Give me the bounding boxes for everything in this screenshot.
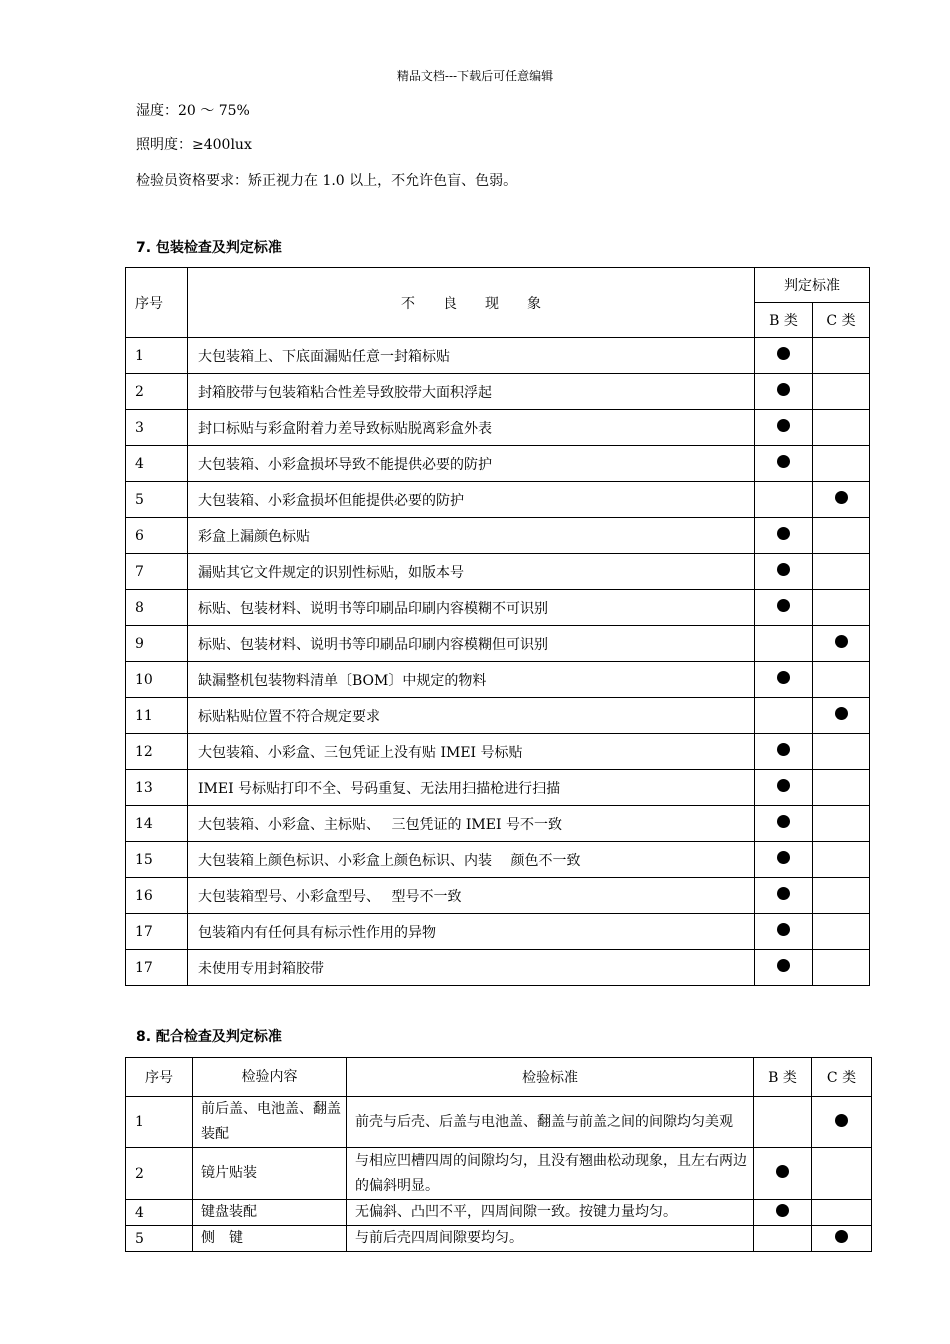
class-c-cell xyxy=(813,878,870,914)
table-row xyxy=(126,734,870,770)
col-header-phenomenon: 不 良 现 象 xyxy=(188,268,755,338)
filled-circle-icon xyxy=(777,455,790,468)
table-row xyxy=(126,1200,872,1226)
row-description: 大包装箱、小彩盒损坏但能提供必要的防护 xyxy=(188,482,755,518)
col-header-c: C 类 xyxy=(813,303,870,338)
filled-circle-icon xyxy=(777,383,790,396)
row-standard: 无偏斜、凸凹不平，四周间隙一致。按键力量均匀。 xyxy=(347,1200,754,1226)
class-b-cell xyxy=(755,698,813,734)
filled-circle-icon xyxy=(776,1165,789,1178)
class-b-cell xyxy=(755,734,813,770)
filled-circle-icon xyxy=(777,959,790,972)
packaging-table-body xyxy=(126,338,870,986)
row-num: 10 xyxy=(126,662,188,698)
filled-circle-icon xyxy=(777,347,790,360)
filled-circle-icon xyxy=(777,599,790,612)
row-standard: 与相应凹槽四周的间隙均匀，且没有翘曲松动现象，且左右两边的偏斜明显。 xyxy=(347,1148,754,1200)
row-num: 1 xyxy=(126,338,188,374)
class-b-cell xyxy=(755,554,813,590)
filled-circle-icon xyxy=(777,563,790,576)
table-row xyxy=(126,914,870,950)
row-num: 14 xyxy=(126,806,188,842)
class-c-cell xyxy=(813,698,870,734)
class-b-cell xyxy=(755,914,813,950)
row-num: 2 xyxy=(126,1148,193,1200)
col-header-standard: 检验标准 xyxy=(347,1058,754,1097)
assembly-inspection-table xyxy=(125,1057,872,1252)
table-row xyxy=(126,770,870,806)
class-c-cell xyxy=(812,1148,872,1200)
row-item: 键盘装配 xyxy=(193,1200,347,1226)
table-row xyxy=(126,878,870,914)
row-description: 大包装箱上颜色标识、小彩盒上颜色标识、内装 颜色不一致 xyxy=(188,842,755,878)
class-b-cell xyxy=(755,626,813,662)
class-c-cell xyxy=(813,446,870,482)
table-row xyxy=(126,554,870,590)
row-description: IMEI 号标贴打印不全、号码重复、无法用扫描枪进行扫描 xyxy=(188,770,755,806)
class-c-cell xyxy=(813,842,870,878)
page-header: 精品文档---下载后可任意编辑 xyxy=(396,69,554,83)
class-c-cell xyxy=(812,1226,872,1252)
row-description: 标贴粘贴位置不符合规定要求 xyxy=(188,698,755,734)
packaging-inspection-table xyxy=(125,267,870,986)
col-header-num: 序号 xyxy=(126,1058,193,1097)
row-description: 彩盒上漏颜色标贴 xyxy=(188,518,755,554)
table-row xyxy=(126,374,870,410)
col-header-b: B 类 xyxy=(754,1058,812,1097)
row-num: 13 xyxy=(126,770,188,806)
table-row xyxy=(126,950,870,986)
class-b-cell xyxy=(755,662,813,698)
illuminance-line: 照明度：≥400lux xyxy=(136,137,252,153)
class-b-cell xyxy=(755,482,813,518)
row-standard: 与前后壳四周间隙要均匀。 xyxy=(347,1226,754,1252)
table-row xyxy=(126,518,870,554)
row-description: 封口标贴与彩盒附着力差导致标贴脱离彩盒外表 xyxy=(188,410,755,446)
row-num: 12 xyxy=(126,734,188,770)
class-c-cell xyxy=(813,482,870,518)
class-c-cell xyxy=(812,1097,872,1148)
table-row xyxy=(126,1226,872,1252)
row-num: 5 xyxy=(126,482,188,518)
row-description: 大包装箱型号、小彩盒型号、 型号不一致 xyxy=(188,878,755,914)
table-row xyxy=(126,626,870,662)
class-b-cell xyxy=(755,518,813,554)
row-num: 9 xyxy=(126,626,188,662)
row-num: 16 xyxy=(126,878,188,914)
filled-circle-icon xyxy=(835,707,848,720)
filled-circle-icon xyxy=(835,635,848,648)
table-row xyxy=(126,410,870,446)
row-num: 15 xyxy=(126,842,188,878)
table-row xyxy=(126,698,870,734)
row-num: 4 xyxy=(126,1200,193,1226)
row-num: 4 xyxy=(126,446,188,482)
class-b-cell xyxy=(754,1148,812,1200)
class-c-cell xyxy=(813,338,870,374)
class-c-cell xyxy=(813,734,870,770)
row-description: 大包装箱、小彩盒损坏导致不能提供必要的防护 xyxy=(188,446,755,482)
row-num: 2 xyxy=(126,374,188,410)
class-b-cell xyxy=(754,1226,812,1252)
table-row xyxy=(126,338,870,374)
row-description: 缺漏整机包装物料清单〔BOM〕中规定的物料 xyxy=(188,662,755,698)
class-b-cell xyxy=(755,410,813,446)
filled-circle-icon xyxy=(777,923,790,936)
inspector-requirement-line: 检验员资格要求：矫正视力在 1.0 以上，不允许色盲、色弱。 xyxy=(136,173,518,189)
class-b-cell xyxy=(755,842,813,878)
class-b-cell xyxy=(755,446,813,482)
col-header-num: 序号 xyxy=(126,268,188,338)
filled-circle-icon xyxy=(776,1204,789,1217)
class-c-cell xyxy=(813,626,870,662)
assembly-table-body xyxy=(126,1097,872,1252)
class-c-cell xyxy=(813,518,870,554)
filled-circle-icon xyxy=(777,887,790,900)
table-row xyxy=(126,1148,872,1200)
class-c-cell xyxy=(813,410,870,446)
row-num: 17 xyxy=(126,950,188,986)
row-num: 17 xyxy=(126,914,188,950)
row-num: 5 xyxy=(126,1226,193,1252)
filled-circle-icon xyxy=(777,743,790,756)
row-num: 11 xyxy=(126,698,188,734)
col-header-item: 检验内容 xyxy=(193,1058,347,1097)
class-c-cell xyxy=(813,662,870,698)
row-description: 大包装箱、小彩盒、三包凭证上没有贴 IMEI 号标贴 xyxy=(188,734,755,770)
class-c-cell xyxy=(813,374,870,410)
row-description: 封箱胶带与包装箱粘合性差导致胶带大面积浮起 xyxy=(188,374,755,410)
class-b-cell xyxy=(755,770,813,806)
class-b-cell xyxy=(755,374,813,410)
filled-circle-icon xyxy=(777,779,790,792)
table-row xyxy=(126,590,870,626)
class-c-cell xyxy=(813,590,870,626)
class-c-cell xyxy=(813,914,870,950)
class-c-cell xyxy=(813,770,870,806)
class-b-cell xyxy=(754,1097,812,1148)
row-item: 镜片贴装 xyxy=(193,1148,347,1200)
col-header-c: C 类 xyxy=(812,1058,872,1097)
filled-circle-icon xyxy=(777,851,790,864)
row-description: 标贴、包装材料、说明书等印刷品印刷内容模糊不可识别 xyxy=(188,590,755,626)
filled-circle-icon xyxy=(777,527,790,540)
filled-circle-icon xyxy=(835,1230,848,1243)
class-b-cell xyxy=(755,806,813,842)
row-description: 包装箱内有任何具有标示性作用的异物 xyxy=(188,914,755,950)
class-c-cell xyxy=(813,554,870,590)
section-8-title: 8. 配合检查及判定标准 xyxy=(136,1029,282,1045)
row-description: 漏贴其它文件规定的识别性标贴，如版本号 xyxy=(188,554,755,590)
class-b-cell xyxy=(755,590,813,626)
table-row xyxy=(126,662,870,698)
row-num: 6 xyxy=(126,518,188,554)
class-c-cell xyxy=(813,806,870,842)
class-c-cell xyxy=(812,1200,872,1226)
row-description: 未使用专用封箱胶带 xyxy=(188,950,755,986)
section-7-title: 7. 包装检查及判定标准 xyxy=(136,240,282,256)
class-b-cell xyxy=(755,878,813,914)
row-item: 侧 键 xyxy=(193,1226,347,1252)
row-description: 大包装箱上、下底面漏贴任意一封箱标贴 xyxy=(188,338,755,374)
filled-circle-icon xyxy=(777,671,790,684)
filled-circle-icon xyxy=(835,491,848,504)
row-description: 标贴、包装材料、说明书等印刷品印刷内容模糊但可识别 xyxy=(188,626,755,662)
row-num: 1 xyxy=(126,1097,193,1148)
class-c-cell xyxy=(813,950,870,986)
filled-circle-icon xyxy=(777,419,790,432)
class-b-cell xyxy=(754,1200,812,1226)
row-description: 大包装箱、小彩盒、主标贴、 三包凭证的 IMEI 号不一致 xyxy=(188,806,755,842)
table-row xyxy=(126,482,870,518)
row-num: 7 xyxy=(126,554,188,590)
filled-circle-icon xyxy=(777,815,790,828)
col-header-b: B 类 xyxy=(755,303,813,338)
table-row xyxy=(126,446,870,482)
row-item: 前后盖、电池盖、翻盖装配 xyxy=(193,1097,347,1148)
table-row xyxy=(126,1097,872,1148)
row-num: 8 xyxy=(126,590,188,626)
class-b-cell xyxy=(755,338,813,374)
filled-circle-icon xyxy=(835,1114,848,1127)
row-num: 3 xyxy=(126,410,188,446)
col-header-criteria: 判定标准 xyxy=(755,268,870,303)
class-b-cell xyxy=(755,950,813,986)
table-row xyxy=(126,842,870,878)
row-standard: 前壳与后壳、后盖与电池盖、翻盖与前盖之间的间隙均匀美观 xyxy=(347,1097,754,1148)
humidity-line: 湿度：20 ～ 75% xyxy=(136,103,250,119)
table-row xyxy=(126,806,870,842)
